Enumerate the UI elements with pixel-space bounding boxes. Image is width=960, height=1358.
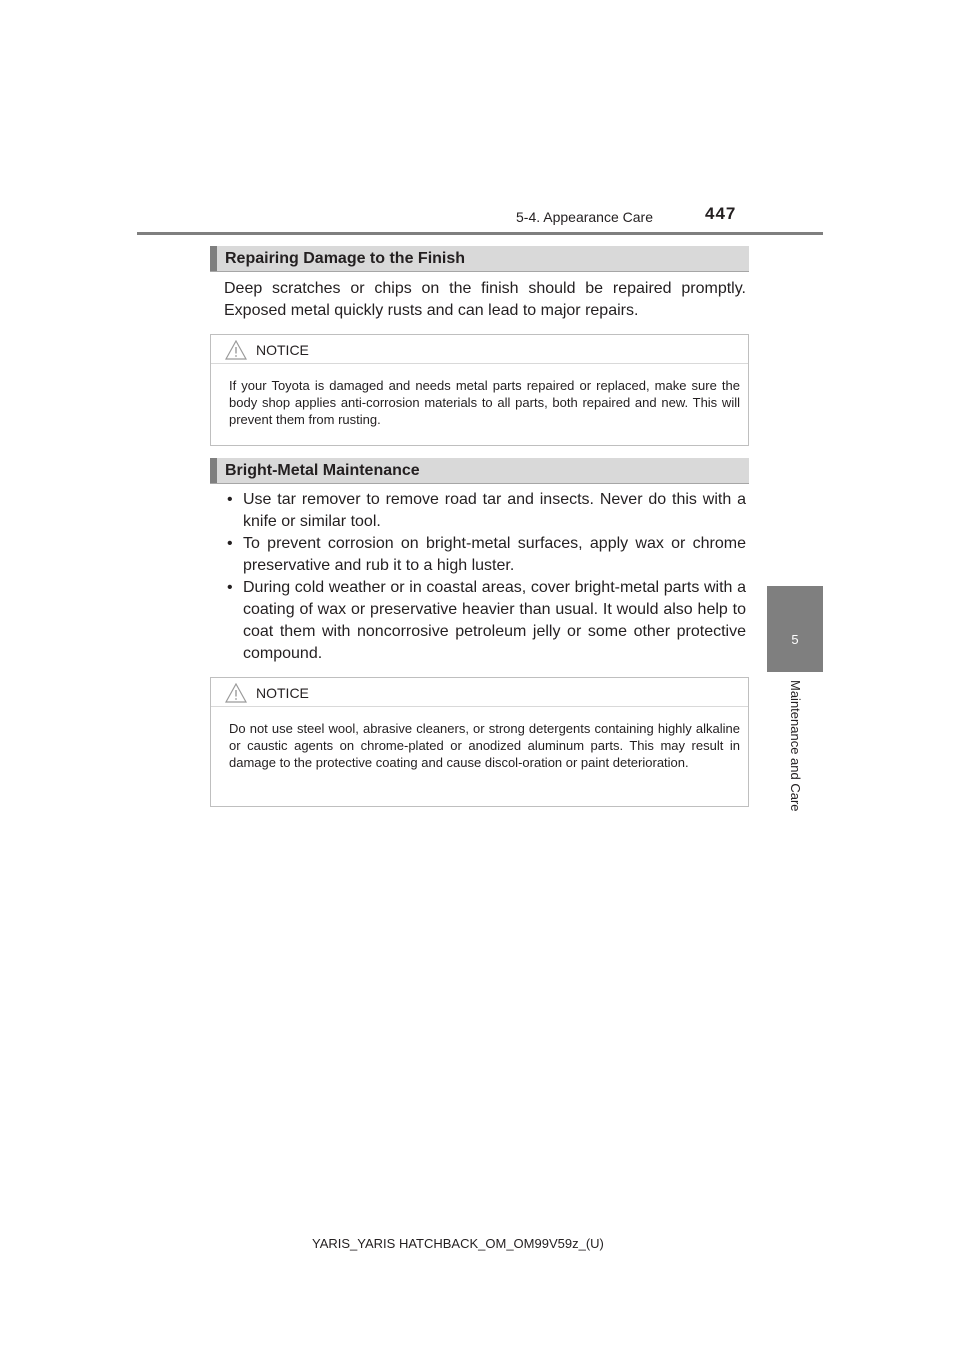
bullet-marker: • (227, 535, 233, 552)
chapter-label: Maintenance and Care (788, 680, 803, 812)
heading-accent-bar (210, 246, 217, 271)
notice-box (210, 334, 749, 446)
list-item-text: During cold weather or in coastal areas, cover bright-metal parts with a coating of wax or preservative heavier than usual. It would also help to coat them with noncorrosive petroleum jelly or some other protective compound. (243, 579, 746, 662)
page-number: 447 (705, 204, 737, 223)
heading-text: Bright-Metal Maintenance (225, 462, 420, 479)
bullet-marker: • (227, 491, 233, 508)
chapter-number: 5 (791, 632, 799, 647)
list-item-text: Use tar remover to remove road tar and insects. Never do this with a knife or similar tool. (243, 491, 746, 530)
notice-title: NOTICE (256, 685, 309, 701)
warning-triangle-icon (225, 683, 247, 703)
heading-accent-bar (210, 458, 217, 483)
warning-triangle-icon (225, 340, 247, 360)
chapter-tab (767, 586, 823, 672)
notice-header (211, 335, 748, 364)
notice-header (211, 678, 748, 707)
body-paragraph: Deep scratches or chips on the finish should be repaired promptly. Exposed metal quickly rusts and can lead to major repairs. (224, 280, 746, 319)
list-item-text: To prevent corrosion on bright-metal surfaces, apply wax or chrome preservative and rub it to a high luster. (243, 535, 746, 574)
footer-doc-id: YARIS_YARIS HATCHBACK_OM_OM99V59z_(U) (312, 1236, 604, 1251)
notice-text: If your Toyota is damaged and needs metal parts repaired or replaced, make sure the body shop applies anti-corrosion materials to all parts, both repaired and new. This will prevent them from rusting. (229, 378, 740, 427)
list-item (224, 577, 746, 665)
bullet-list (224, 489, 746, 665)
section-heading-repairing-damage (210, 246, 749, 272)
notice-title: NOTICE (256, 342, 309, 358)
section-title: 5-4. Appearance Care (516, 209, 653, 225)
heading-text: Repairing Damage to the Finish (225, 250, 466, 267)
list-item (224, 489, 746, 533)
section-heading-bright-metal (210, 458, 749, 484)
bullet-marker: • (227, 579, 233, 596)
notice-text: Do not use steel wool, abrasive cleaners, or strong detergents containing highly alkaline or caustic agents on chrome-plated or anodized aluminum parts. This may result in damage to the protective coating and cause discol-oration or paint deterioration. (229, 721, 740, 770)
notice-box (210, 677, 749, 807)
list-item (224, 533, 746, 577)
header-divider (137, 232, 823, 235)
